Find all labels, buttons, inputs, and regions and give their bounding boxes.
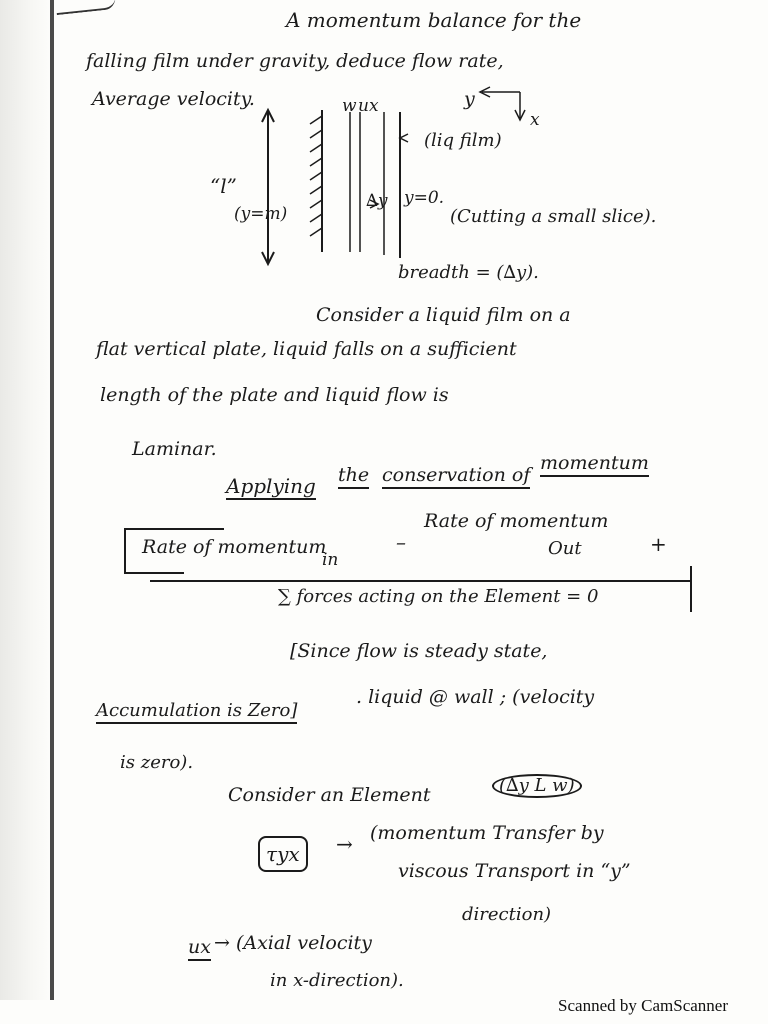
rate-out-label: Rate of momentum [424,510,609,532]
diagram-breadth: breadth = (∆y). [398,262,539,283]
diagram-w: w [342,96,357,116]
diagram-y-axis: y [464,88,475,110]
conservation-heading-conservation: conservation of [382,466,530,489]
right-bracket [690,566,692,612]
minus-sign: – [396,530,406,554]
scanner-watermark: Scanned by CamScanner [558,996,728,1015]
axial-velocity-line-1: → (Axial velocity [214,932,372,954]
sum-line [150,580,690,582]
consider-element: Consider an Element [228,784,431,806]
paragraph-line-1: Consider a liquid film on a [316,304,571,326]
ux-symbol: ux [188,938,211,961]
rate-in-word: in [322,550,339,570]
axial-velocity-line-2: in x-direction). [270,970,404,991]
transfer-line-1: (momentum Transfer by [370,822,604,844]
rate-in-label: Rate of momentum [142,536,327,558]
plus-sign: + [650,532,667,556]
conservation-heading-applying: Applying [226,474,316,498]
transfer-line-2: viscous Transport in “y” [398,860,631,882]
diagram-cutting-slice: (Cutting a small slice). [450,206,657,227]
diagram-dy: ∆y [366,191,388,211]
left-bracket-top [124,528,224,530]
paragraph-line-4: Laminar. [132,438,217,460]
transfer-line-3: direction) [462,904,552,925]
velocity-is-zero: is zero). [120,752,194,773]
diagram-y-m: (y=m) [234,204,288,224]
diagram-liq-film: (liq film) [424,130,502,151]
diagram-ux: ux [358,96,379,116]
diagram-y0: y=0. [404,188,445,208]
conservation-heading-the: the [338,466,369,489]
element-dimensions: (∆y L w) [492,774,582,798]
accumulation-zero: Accumulation is Zero] [96,702,297,724]
tau-arrow: → [336,832,353,856]
title-line-1: A momentum balance for the [286,8,582,32]
since-steady-state: [Since flow is steady state, [290,640,548,662]
liquid-at-wall: . liquid @ wall ; (velocity [356,686,595,708]
left-bracket-vertical [124,528,126,574]
paragraph-line-2: flat vertical plate, liquid falls on a sufficient [96,338,517,360]
paragraph-line-3: length of the plate and liquid flow is [100,384,449,406]
conservation-heading-momentum: momentum [540,454,649,477]
falling-film-diagram [0,0,768,300]
rate-out-word: Out [548,538,582,559]
diagram-l-label: “l” [210,174,237,198]
title-line-2: falling film under gravity, deduce flow rate, [86,50,504,72]
left-bracket-bottom [124,572,184,574]
tau-yx-box: τyx [258,836,308,872]
forces-equation: ∑ forces acting on the Element = 0 [278,586,599,607]
title-line-3: Average velocity. [92,88,255,110]
diagram-x-axis: x [530,110,540,130]
